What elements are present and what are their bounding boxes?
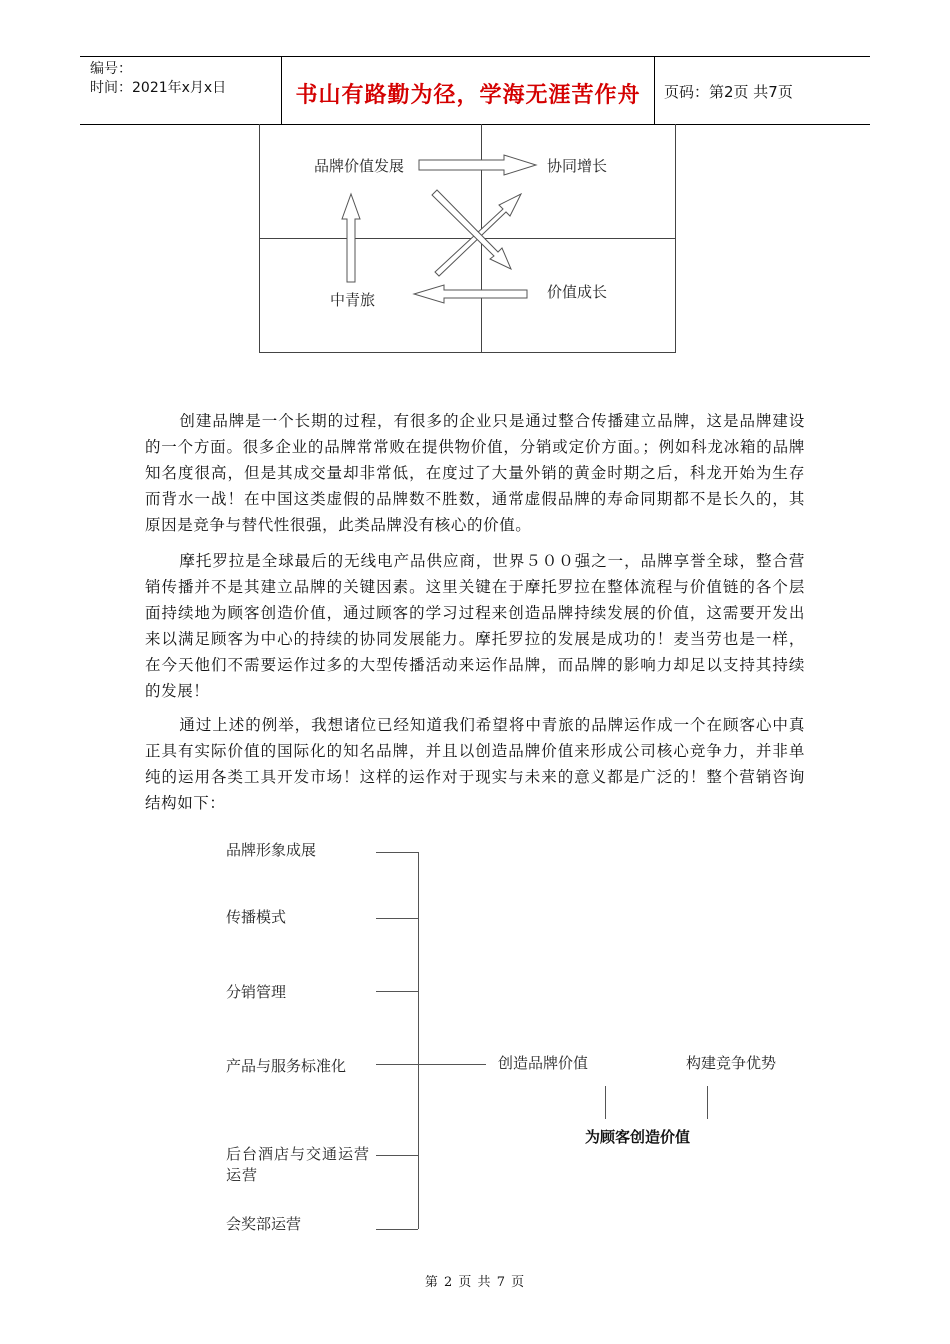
- paragraph-1: [145, 408, 805, 538]
- diagram-label-bottom-right: 价值成长: [547, 283, 608, 301]
- paragraph-3-text: 通过上述的例举，我想诸位已经知道我们希望将中青旅的品牌运作成一个在顾客心中真正具有实际价值的国际化的知名品牌，并且以创造品牌价值来形成公司核心竞争力，并非单纯的运用各类工具开发市场！这样的运作对于现实与未来的意义都是广泛的！整个营销咨询结构如下：: [145, 716, 805, 812]
- org-line-3: [376, 991, 418, 992]
- arrow-right-icon: [419, 155, 536, 175]
- org-connector-center: [418, 1064, 486, 1065]
- org-line-5: [376, 1155, 418, 1156]
- arrow-down-right-icon: [432, 190, 511, 269]
- org-right-label: 构建竞争优势: [686, 1054, 777, 1072]
- org-bottom-label: 为顾客创造价值: [585, 1128, 691, 1146]
- org-item-communication: 传播模式: [226, 908, 287, 926]
- org-connector-right-down: [707, 1086, 708, 1119]
- footer-page-number: 第 2 页 共 7 页: [424, 1275, 526, 1290]
- org-connector-center-down: [605, 1086, 606, 1119]
- org-line-4: [376, 1064, 418, 1065]
- org-item-backend: 后台酒店与交通运营运营: [226, 1145, 371, 1184]
- arrow-left-icon: [414, 285, 527, 303]
- paragraph-3: [145, 712, 805, 816]
- arrow-up-icon: [342, 194, 360, 282]
- paragraph-2-text: 摩托罗拉是全球最后的无线电产品供应商，世界５００强之一，品牌享誉全球，整合营销传播并不是其建立品牌的关键因素。这里关键在于摩托罗拉在整体流程与价值链的各个层面持续地为顾客创造价值，通过顾客的学习过程来创造品牌持续发展的价值，这需要开发出来以满足顾客为中心的持续的协同发展能力。摩托罗拉的发展是成功的！麦当劳也是一样，在今天他们不需要运作过多的大型传播活动来运作品牌，而品牌的影响力却足以支持其持续的发展！: [145, 552, 805, 700]
- doc-number-label: 编号：: [90, 61, 132, 77]
- diagram-label-top-left: 品牌价值发展: [314, 157, 405, 175]
- paragraph-2: [145, 548, 805, 704]
- header-divider-right: [654, 56, 655, 124]
- org-center-label: 创造品牌价值: [498, 1054, 589, 1072]
- org-item-product-service: 产品与服务标准化: [226, 1057, 347, 1075]
- org-item-distribution: 分销管理: [226, 983, 287, 1001]
- header-top-rule: [80, 56, 870, 57]
- diagram-label-top-right: 协同增长: [547, 157, 608, 175]
- org-item-brand-image: 品牌形象成展: [226, 841, 317, 859]
- header-page-info: 页码：第2页 共7页: [664, 83, 793, 101]
- diagram-label-bottom-left: 中青旅: [330, 291, 376, 309]
- paragraph-1-text: 创建品牌是一个长期的过程，有很多的企业只是通过整合传播建立品牌，这是品牌建设的一个方面。很多企业的品牌常常败在提供物价值，分销或定价方面。；例如科龙冰箱的品牌知名度很高，但是其成交量却非常低，在度过了大量外销的黄金时期之后，科龙开始为生存而背水一战！在中国这类虚假的品牌数不胜数，通常虚假品牌的寿命同期都不是长久的，其原因是竞争与替代性很强，此类品牌没有核心的价值。: [145, 412, 805, 534]
- org-line-1: [376, 852, 418, 853]
- org-line-2: [376, 918, 418, 919]
- org-bracket-spine: [418, 852, 419, 1229]
- header-motto: 书山有路勤为径，学海无涯苦作舟: [295, 83, 641, 108]
- org-line-6: [376, 1229, 418, 1230]
- org-item-mice: 会奖部运营: [226, 1215, 302, 1233]
- doc-time-label: 时间：2021年x月x日: [90, 80, 227, 96]
